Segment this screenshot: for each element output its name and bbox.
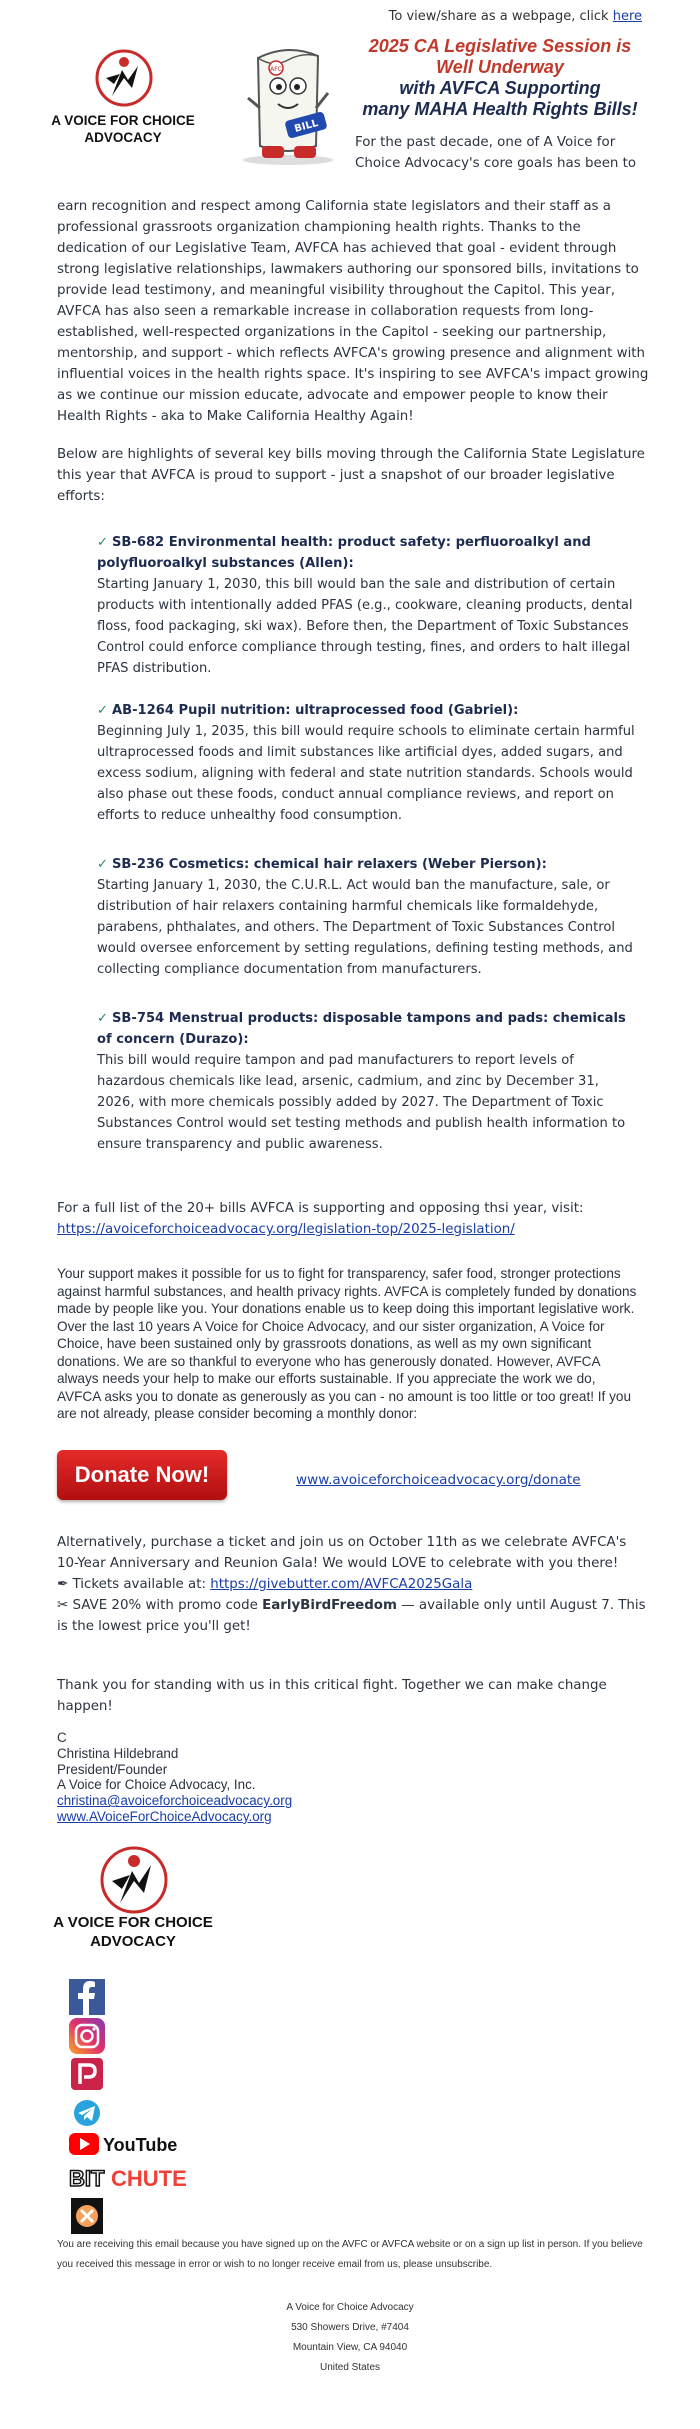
parler-icon[interactable] [67,2056,107,2092]
full-list-paragraph: For a full list of the 20+ bills AVFCA is supporting and opposing thsi year, visit: https://avoiceforchoiceadvocacy.org/legislation-top/2025-legislation/ [57,1201,584,1237]
pen-icon: ✒ [57,1577,69,1592]
check-icon: ✓ [97,857,108,872]
org-name: A VOICE FOR CHOICE ADVOCACY [51,113,195,145]
facebook-icon[interactable] [67,1979,107,2015]
intro-text: earn recognition and respect among California state legislators and their staff as a professional grassroots organization championing health rights. Thanks to the dedication of our Legislative Team, AVFCA has achieved that goal - evident through strong legislative relationships, lawmakers authoring our sponsored bills, invitations to provide lead testimony, and meaningful visibility throughout the Capitol. This year, AVFCA has also seen a remarkable increase in collaboration requests from long-established, well-respected organizations in the Capitol - seeking our partnership, mentorship, and support - which reflects AVFCA's growing presence and alignment with influential voices in the health rights space. It's inspiring to see AVFCA's impact growing as we continue our mission educate, advocate and empower people to know their Health Rights - aka to Make California Healthy Again! [57,199,649,424]
check-icon: ✓ [97,703,108,718]
donate-now-button[interactable]: Donate Now! [57,1450,227,1500]
bill-mascot-illustration [218,38,358,168]
website-link[interactable]: www.AVoiceForChoiceAdvocacy.org [57,1808,272,1824]
footer-address: A Voice for Choice Advocacy 530 Showers Drive, #7404 Mountain View, CA 94040 United States [286,2302,414,2373]
promo-code: EarlyBirdFreedom [262,1598,397,1613]
bills-intro-text: Below are highlights of several key bills moving through the California State Legislature this year that AVFCA is proud to support - just a snapshot of our broader legislative efforts: [57,447,645,504]
gala-section: Alternatively, purchase a ticket and join us on October 11th as we celebrate AVFCA's 10-Year Anniversary and Reunion Gala! We would LOVE to celebrate with you there! ✒ Tickets available at: https://givebutter.com/AVFCA2025Gala ✂ SAVE 20% with promo code EarlyBirdFreedom — available only until August 7. This is the lowest price you'll get! [57,1535,646,1634]
bill-item: ✓ SB-754 Menstrual products: disposable tampons and pads: chemicals of concern (Durazo): This bill would require tampon and pad manufacturers to report levels of hazardous chemicals like lead, arsenic, cadmium, and zinc by December 31, 2026, with more chemicals possibly added by 2027. The Department of Toxic Substances Control would set testing methods and publish health information to ensure transparency and public awareness. [97,1011,626,1152]
bitchute-icon[interactable] [67,2162,217,2198]
check-icon: ✓ [97,1011,108,1026]
headline: 2025 CA Legislative Session is Well Underway with AVFCA Supporting many MAHA Health Rights Bills! [362,36,638,119]
svg-text:BIT: BIT [69,2166,105,2191]
donate-link[interactable]: www.avoiceforchoiceadvocacy.org/donate [296,1472,581,1488]
gala-tickets-link[interactable]: https://givebutter.com/AVFCA2025Gala [210,1577,473,1592]
bill-item: ✓ AB-1264 Pupil nutrition: ultraprocessed food (Gabriel): Beginning July 1, 2035, this bill would require schools to eliminate certain harmful ultraprocessed foods and limit substances like artificial dyes, added sugars, and excess sodium, aligning with federal and state nutrition standards. Schools would also phase out these foods, conduct annual compliance reviews, and report on efforts to reduce unhealthy food consumption. [97,703,635,823]
signature-block: C Christina Hildebrand President/Founder A Voice for Choice Advocacy, Inc. christina@avoiceforchoiceadvocacy.org www.AVoiceForChoiceAdvocacy.org [57,1730,457,1825]
telegram-icon[interactable] [67,2095,107,2131]
logo-mark-icon [54,48,194,118]
coupon-icon: ✂ [57,1598,69,1613]
view-webpage-line [382,9,642,24]
mascot-badge-text: AFC [270,66,282,73]
instagram-icon[interactable] [67,2018,107,2054]
org-logo-footer [64,1843,204,1923]
legislation-link[interactable]: https://avoiceforchoiceadvocacy.org/legislation-top/2025-legislation/ [57,1222,515,1237]
view-webpage-link[interactable]: here [612,9,642,24]
support-paragraph: Your support makes it possible for us to fight for transparency, safer food, stronger protections against harmful substances, and health privacy rights. AVFCA is completely funded by donations made by people like you. Your donations enable us to keep doing this important legislative work. Over the last 10 years A Voice for Choice Advocacy, and our sister organization, A Voice for Choice, have been sustained only by grassroots donations, as well as my own significant donations. We are so thankful to everyone who has generously donated. However, AVFCA always needs your help to make our efforts sustainable. If you appreciate the work we do, AVFCA asks you to donate as generously as you can - no amount is too little or too great! If you are not already, please consider becoming a monthly donor: [57,1266,637,1421]
footer-notice: You are receiving this email because you have signed up on the AVFC or AVFCA website or on a sign up list in person. If you believe you received this message in error or wish to no longer receive email from us, please unsubscribe. [57,2239,643,2270]
view-webpage-text: To view/share as a webpage, click [388,9,609,24]
email-link[interactable]: christina@avoiceforchoiceadvocacy.org [57,1793,293,1809]
thanks-paragraph: Thank you for standing with us in this critical fight. Together we can make change happen! [57,1678,607,1714]
rumble-icon[interactable] [67,2198,107,2234]
svg-text:CHUTE: CHUTE [111,2166,187,2191]
mascot-bill-text: BILL [293,118,320,135]
svg-text:YouTube: YouTube [103,2135,177,2155]
bill-item: ✓ SB-682 Environmental health: product safety: perfluoroalkyl and polyfluoroalkyl substances (Allen): Starting January 1, 2030, this bill would ban the sale and distribution of certain products with intentionally added PFAS (e.g., cookware, cleaning products, dental floss, food packaging, ski wax). Before then, the Department of Toxic Substances Control could enforce compliance through testing, fines, and orders to halt illegal PFAS distribution. [97,535,633,676]
logo-mark-icon [64,1843,204,1918]
bill-item: ✓ SB-236 Cosmetics: chemical hair relaxers (Weber Pierson): Starting January 1, 2030, the C.U.R.L. Act would ban the manufacture, sale, or distribution of hair relaxers containing harmful chemicals like formaldehyde, parabens, phthalates, and others. The Department of Toxic Substances Control would oversee enforcement by setting regulations, defining testing methods, and collecting compliance documentation from manufacturers. [97,857,633,977]
check-icon: ✓ [97,535,108,550]
youtube-icon[interactable] [67,2128,177,2164]
org-name-footer: A VOICE FOR CHOICE ADVOCACY [53,1914,213,1950]
intro-text-right: For the past decade, one of A Voice for Choice Advocacy's core goals has been to [355,135,637,171]
